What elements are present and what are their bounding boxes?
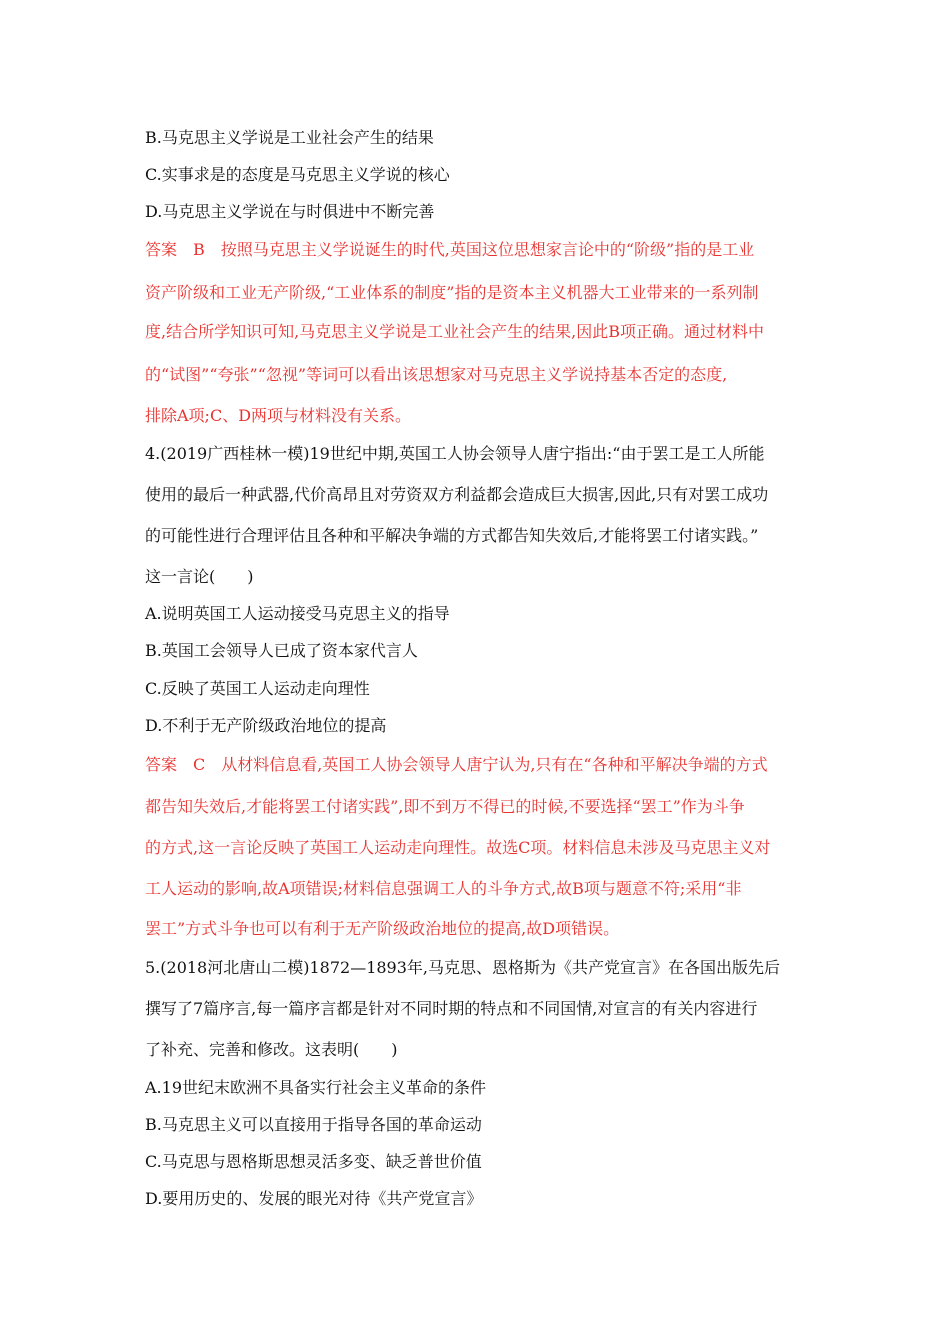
q3-answer-line: 的“试图”“夸张”“忽视”等词可以看出该思想家对马克思主义学说持基本否定的态度, bbox=[145, 365, 728, 384]
q3-answer-line: 资产阶级和工业无产阶级,“工业体系的制度”指的是资本主义机器大工业带来的一系列制 bbox=[145, 283, 759, 302]
q3-option-d: D.马克思主义学说在与时俱进中不断完善 bbox=[145, 202, 435, 221]
q4-answer-line: 都告知失效后,才能将罢工付诸实践”,即不到万不得已的时候,不要选择“罢工”作为斗争 bbox=[145, 797, 745, 816]
q3-option-c: C.实事求是的态度是马克思主义学说的核心 bbox=[145, 165, 450, 184]
q4-option-b: B.英国工会领导人已成了资本家代言人 bbox=[145, 641, 418, 660]
q4-answer-line: 罢工”方式斗争也可以有利于无产阶级政治地位的提高,故D项错误。 bbox=[145, 919, 620, 938]
q4-stem-line: 使用的最后一种武器,代价高昂且对劳资双方利益都会造成巨大损害,因此,只有对罢工成功 bbox=[145, 485, 769, 504]
q4-answer-line: 答案 C 从材料信息看,英国工人协会领导人唐宁认为,只有在“各种和平解决争端的方式 bbox=[145, 755, 768, 774]
q5-option-b: B.马克思主义可以直接用于指导各国的革命运动 bbox=[145, 1115, 482, 1134]
q5-stem-line: 了补充、完善和修改。这表明( ) bbox=[145, 1040, 398, 1059]
q3-answer-line: 答案 B 按照马克思主义学说诞生的时代,英国这位思想家言论中的“阶级”指的是工业 bbox=[145, 240, 755, 259]
q5-stem-line: 撰写了7篇序言,每一篇序言都是针对不同时期的特点和不同国情,对宣言的有关内容进行 bbox=[145, 999, 758, 1018]
q5-option-c: C.马克思与恩格斯思想灵活多变、缺乏普世价值 bbox=[145, 1152, 482, 1171]
q4-option-d: D.不利于无产阶级政治地位的提高 bbox=[145, 716, 387, 735]
q4-stem-line: 的可能性进行合理评估且各种和平解决争端的方式都告知失效后,才能将罢工付诸实践。” bbox=[145, 526, 759, 545]
q5-option-a: A.19世纪末欧洲不具备实行社会主义革命的条件 bbox=[145, 1078, 487, 1097]
q4-answer-line: 的方式,这一言论反映了英国工人运动走向理性。故选C项。材料信息未涉及马克思主义对 bbox=[145, 838, 771, 857]
q5-option-d: D.要用历史的、发展的眼光对待《共产党宣言》 bbox=[145, 1189, 483, 1208]
q5-stem-line: 5.(2018河北唐山二模)1872—1893年,马克思、恩格斯为《共产党宣言》在各国出版先后 bbox=[145, 958, 780, 977]
q4-option-a: A.说明英国工人运动接受马克思主义的指导 bbox=[145, 604, 450, 623]
q3-option-b: B.马克思主义学说是工业社会产生的结果 bbox=[145, 128, 434, 147]
q4-stem-line: 4.(2019广西桂林一模)19世纪中期,英国工人协会领导人唐宁指出:“由于罢工是工人所能 bbox=[145, 444, 765, 463]
q4-stem-line: 这一言论( ) bbox=[145, 567, 254, 586]
q3-answer-line: 排除A项;C、D两项与材料没有关系。 bbox=[145, 406, 412, 425]
q4-answer-line: 工人运动的影响,故A项错误;材料信息强调工人的斗争方式,故B项与题意不符;采用“非 bbox=[145, 879, 742, 898]
q4-option-c: C.反映了英国工人运动走向理性 bbox=[145, 679, 370, 698]
q3-answer-line: 度,结合所学知识可知,马克思主义学说是工业社会产生的结果,因此B项正确。通过材料中 bbox=[145, 322, 765, 341]
